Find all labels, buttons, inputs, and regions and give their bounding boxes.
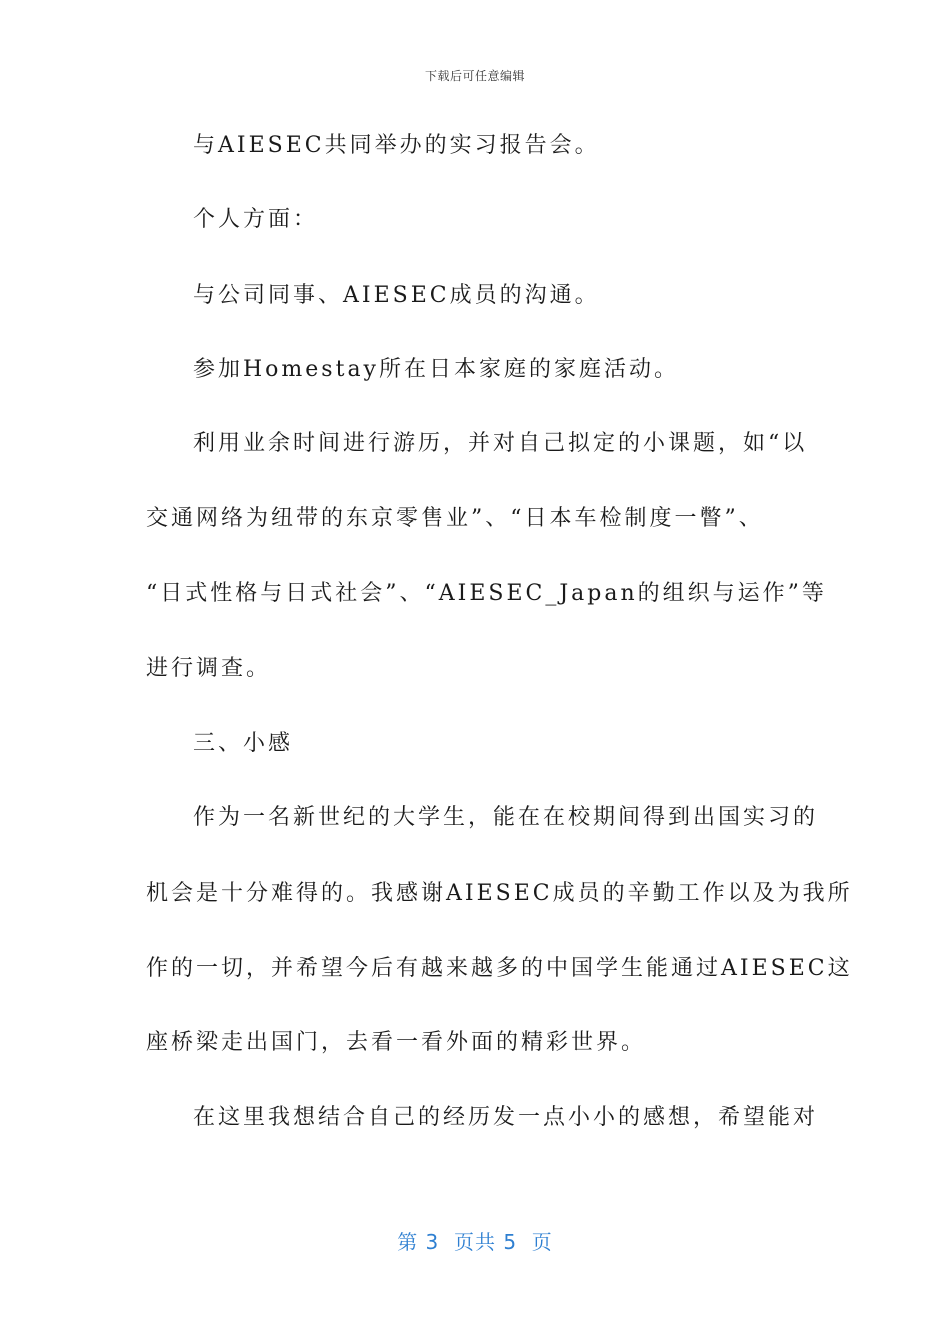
paragraph-line: 作为一名新世纪的大学生，能在在校期间得到出国实习的 [193, 805, 819, 830]
paragraph-line: 参加Homestay所在日本家庭的家庭活动。 [193, 357, 679, 382]
paragraph-line: “日式性格与日式社会”、“AIESEC_Japan的组织与运作”等 [146, 581, 827, 606]
paragraph-line: 与公司同事、AIESEC成员的沟通。 [193, 283, 600, 308]
paragraph-line: 交通网络为纽带的东京零售业”、“日本车检制度一瞥”、 [146, 506, 764, 531]
paragraph-line: 与AIESEC共同举办的实习报告会。 [193, 133, 600, 158]
paragraph-line: 作的一切，并希望今后有越来越多的中国学生能通过AIESEC这 [146, 956, 853, 981]
page-header: 下载后可任意编辑 [424, 69, 525, 83]
page-number-text: 第 3 页共 5 页 [397, 1230, 553, 1254]
section-heading: 个人方面： [193, 207, 319, 232]
paragraph-line: 在这里我想结合自己的经历发一点小小的感想，希望能对 [193, 1105, 819, 1130]
paragraph-line: 座桥梁走出国门，去看一看外面的精彩世界。 [146, 1030, 647, 1055]
paragraph-line: 利用业余时间进行游历，并对自己拟定的小课题，如“以 [193, 431, 808, 456]
page-number-footer [0, 1226, 950, 1255]
paragraph-line: 进行调查。 [146, 656, 272, 681]
paragraph-line: 机会是十分难得的。我感谢AIESEC成员的辛勤工作以及为我所 [146, 881, 853, 906]
section-heading: 三、小感 [193, 731, 294, 756]
